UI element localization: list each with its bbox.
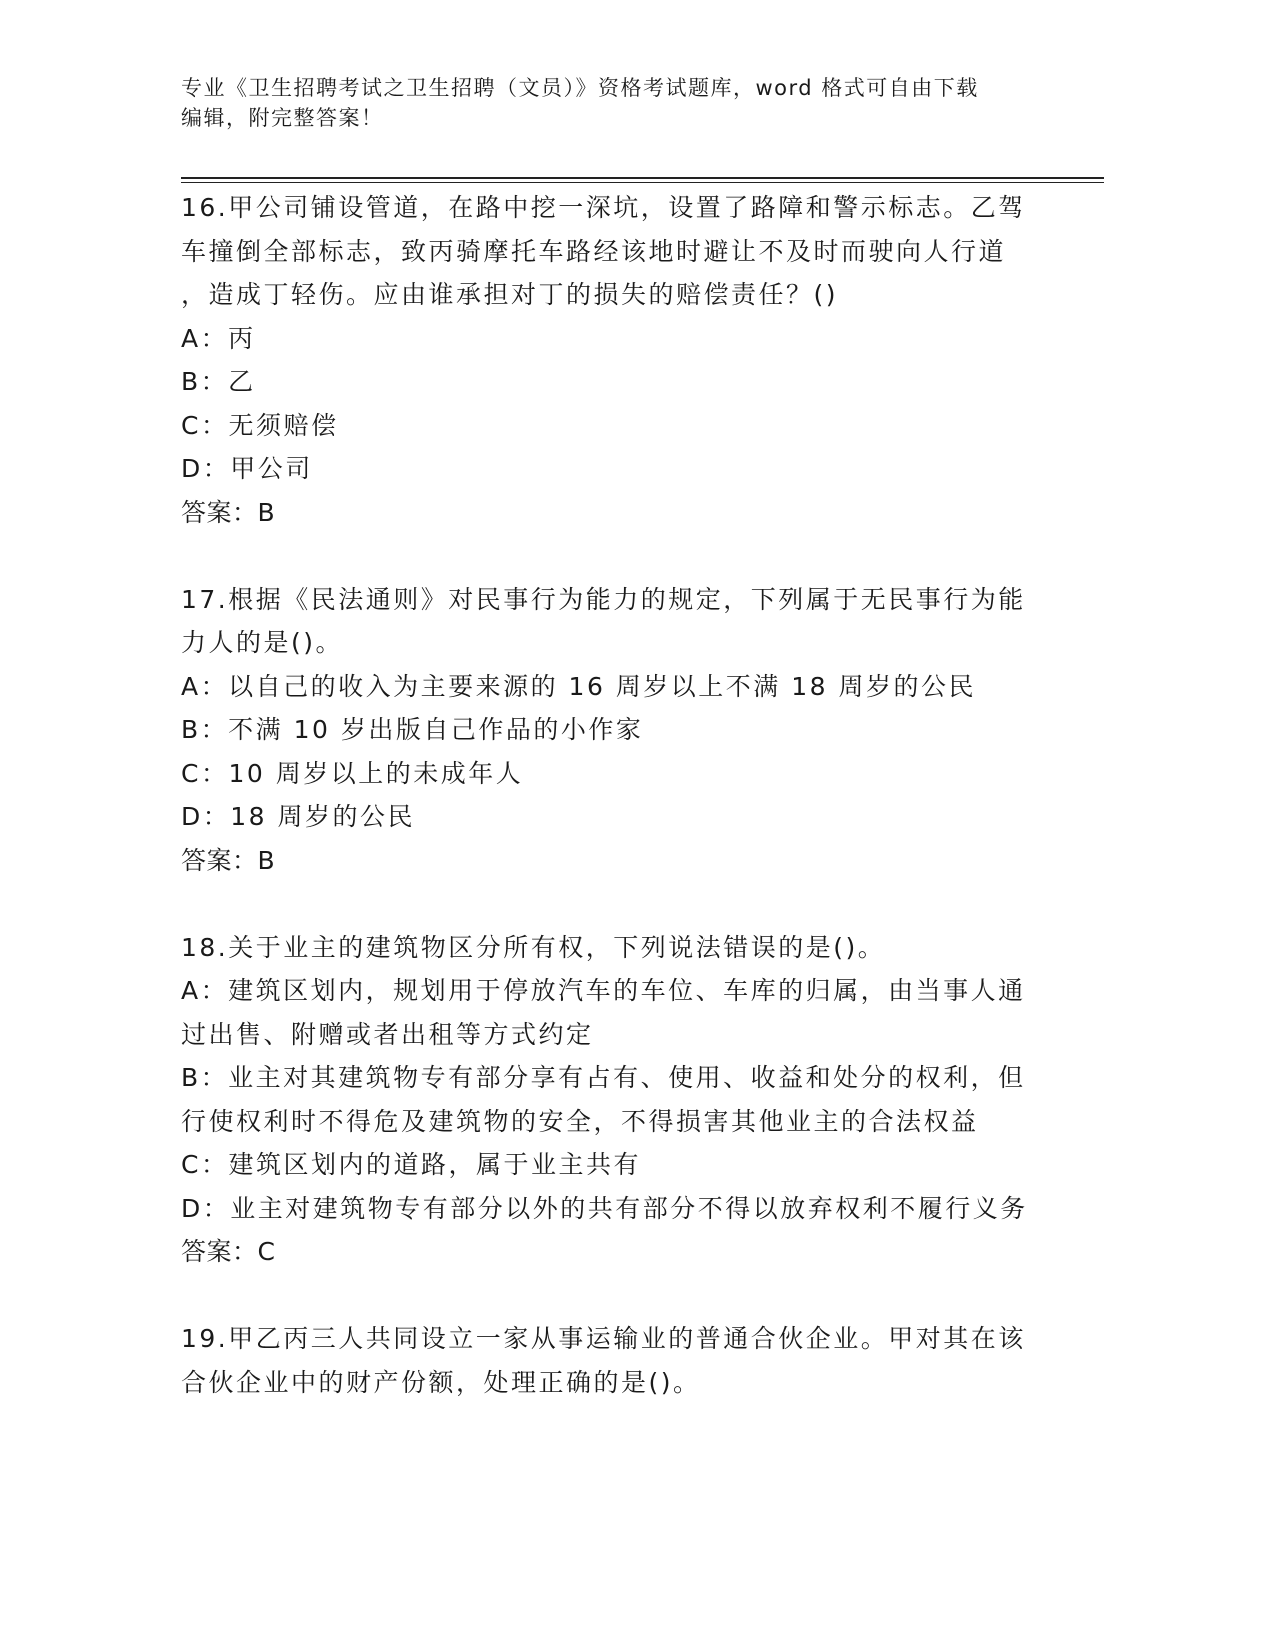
question-text-line: 合伙企业中的财产份额，处理正确的是()。 [181, 1367, 701, 1397]
answer-label: 答案：C [181, 1237, 276, 1266]
question-text-line: 19.甲乙丙三人共同设立一家从事运输业的普通合伙企业。甲对其在该 [181, 1324, 1026, 1353]
document-header [181, 73, 1061, 133]
option-line: A：建筑区划内，规划用于停放汽车的车位、车库的归属，由当事人通 [181, 976, 1026, 1005]
answer-label: 答案：B [181, 845, 276, 875]
answer-label: 答案：B [181, 497, 276, 527]
option-line: D：业主对建筑物专有部分以外的共有部分不得以放弃权利不履行义务 [181, 1193, 1028, 1223]
option-line: B：不满 10 岁出版自己作品的小作家 [181, 715, 644, 744]
question-text-line: ，造成丁轻伤。应由谁承担对丁的损失的赔偿责任？() [181, 280, 839, 309]
option-line: 行使权利时不得危及建筑物的安全，不得损害其他业主的合法权益 [181, 1106, 979, 1136]
option-line: C：建筑区划内的道路，属于业主共有 [181, 1150, 641, 1179]
question-list [181, 186, 1041, 1448]
question-3 [181, 926, 1041, 1274]
question-text-line: 车撞倒全部标志，致丙骑摩托车路经该地时避让不及时而驶向人行道 [181, 236, 1007, 266]
option-line: A：以自己的收入为主要来源的 16 周岁以上不满 18 周岁的公民 [181, 671, 977, 701]
option-line: D：18 周岁的公民 [181, 802, 416, 831]
question-1 [181, 186, 1041, 534]
question-4 [181, 1317, 1041, 1404]
option-line: C：无须赔偿 [181, 410, 339, 440]
header-line-1: 专业《卫生招聘考试之卫生招聘（文员）》资格考试题库，word 格式可自由下载 [181, 76, 979, 100]
question-text-line: 18.关于业主的建筑物区分所有权，下列说法错误的是()。 [181, 932, 886, 962]
header-rule-thin [181, 182, 1104, 183]
question-2 [181, 578, 1041, 883]
option-line: C：10 周岁以上的未成年人 [181, 758, 524, 788]
option-line: A：丙 [181, 323, 256, 353]
header-rule-thick [181, 177, 1104, 179]
header-line-2: 编辑，附完整答案！ [181, 106, 384, 130]
option-line: B：乙 [181, 367, 256, 396]
question-text-line: 力人的是()。 [181, 628, 344, 657]
option-line: 过出售、附赠或者出租等方式约定 [181, 1019, 594, 1049]
question-text-line: 16.甲公司铺设管道，在路中挖一深坑，设置了路障和警示标志。乙驾 [181, 193, 1026, 222]
option-line: D：甲公司 [181, 454, 313, 483]
option-line: B：业主对其建筑物专有部分享有占有、使用、收益和处分的权利，但 [181, 1063, 1026, 1092]
question-text-line: 17.根据《民法通则》对民事行为能力的规定，下列属于无民事行为能 [181, 584, 1026, 614]
